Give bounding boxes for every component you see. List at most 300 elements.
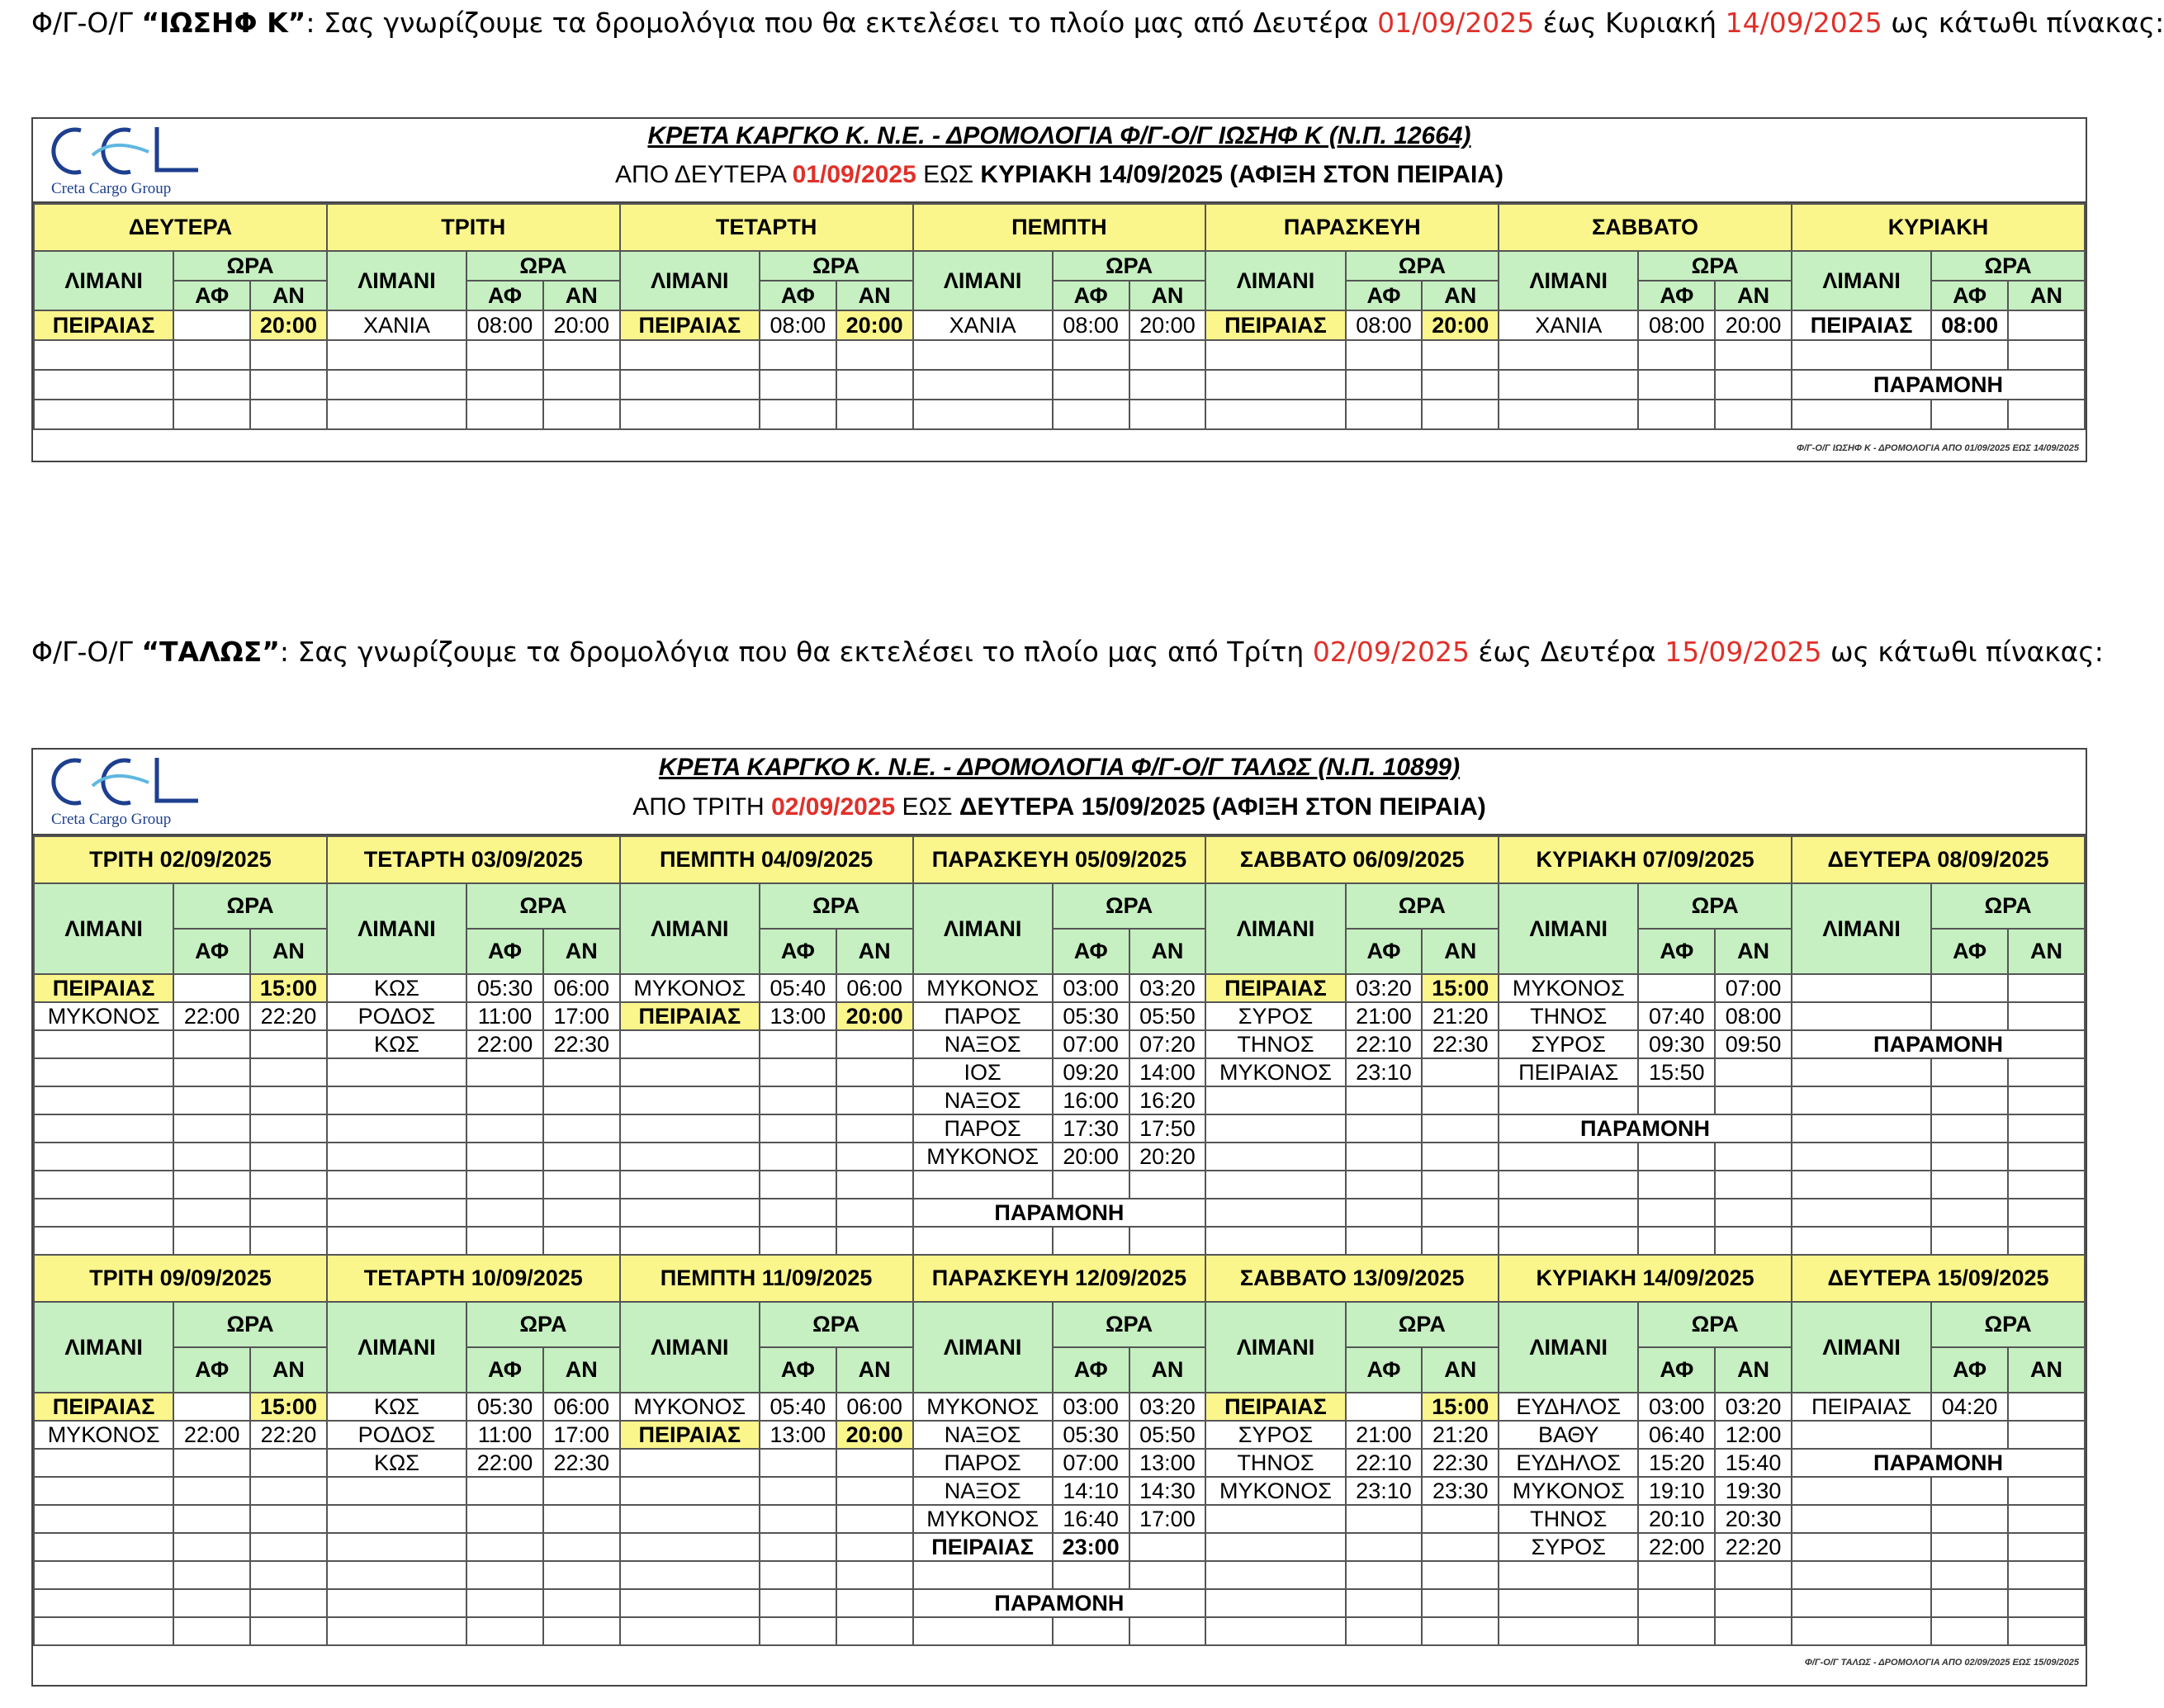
arrival-cell [1715,1143,1792,1171]
arrival-cell: 20:20 [1129,1143,1206,1171]
arrival-cell [1715,1058,1792,1086]
departure-cell: 06:40 [1638,1421,1715,1449]
port-cell [620,1058,760,1086]
port-cell [1792,1171,1931,1199]
arrival-column-header: ΑΝ [1715,1347,1792,1393]
departure-cell [173,370,250,400]
arrival-cell [543,1533,620,1561]
departure-cell [1346,1227,1423,1255]
departure-column-header: ΑΦ [466,929,543,974]
port-cell: ΠΕΙΡΑΙΑΣ [34,1393,173,1421]
departure-cell: 15:50 [1638,1058,1715,1086]
departure-cell [173,1199,250,1227]
port-cell: ΝΑΞΟΣ [913,1477,1053,1505]
departure-cell [466,1143,543,1171]
schedule-row [34,1505,2085,1533]
port-cell [620,1114,760,1143]
port-cell [1205,1589,1345,1617]
arrival-column-header: ΑΝ [836,281,913,310]
departure-cell [466,340,543,370]
schedule-row [34,1002,2085,1030]
arrival-column-header: ΑΝ [836,1347,913,1393]
arrival-column-header: ΑΝ [1422,929,1499,974]
arrival-cell: 14:30 [1129,1477,1206,1505]
port-cell [1792,1086,1931,1114]
departure-cell: 21:00 [1346,1002,1423,1030]
departure-cell [1053,1227,1129,1255]
arrival-cell: 22:20 [250,1421,327,1449]
port-cell: ΜΥΚΟΝΟΣ [1499,974,1638,1002]
time-column-header: ΩΡΑ [1638,883,1792,929]
arrival-cell [1715,1617,1792,1645]
port-column-header: ΛΙΜΑΝΙ [1792,1302,1931,1393]
arrival-cell: 07:00 [1715,974,1792,1002]
time-column-header: ΩΡΑ [1931,1302,2085,1347]
arrival-cell [836,1477,913,1505]
departure-cell [1053,400,1129,429]
port-cell: ΠΑΡΟΣ [913,1114,1053,1143]
arrival-cell [2008,310,2085,340]
departure-cell [760,1171,836,1199]
port-cell: ΠΑΡΟΣ [913,1002,1053,1030]
departure-cell: 16:00 [1053,1086,1129,1114]
port-column-header: ΛΙΜΑΝΙ [34,883,173,974]
stay-label: ΠΑΡΑΜΟΝΗ [1792,1449,2085,1477]
arrival-column-header: ΑΝ [1129,281,1206,310]
departure-cell [173,1393,250,1421]
departure-cell [1638,1143,1715,1171]
departure-cell [1931,1533,2008,1561]
arrival-cell [836,340,913,370]
arrival-cell [2008,1421,2085,1449]
departure-cell [760,1227,836,1255]
stay-label: ΠΑΡΑΜΟΝΗ [1792,1030,2085,1058]
arrival-cell [250,1199,327,1227]
port-cell [327,1533,466,1561]
schedule-row [34,1086,2085,1114]
port-cell [1792,1143,1931,1171]
departure-cell [1346,1199,1423,1227]
port-cell: ΠΕΙΡΑΙΑΣ [1205,1393,1345,1421]
departure-cell [1638,1227,1715,1255]
port-cell [327,340,466,370]
departure-cell [1931,1477,2008,1505]
departure-cell [1346,1505,1423,1533]
stay-label: ΠΑΡΑΜΟΝΗ [1792,370,2085,400]
departure-cell: 17:30 [1053,1114,1129,1143]
departure-cell [1931,1421,2008,1449]
port-cell [1499,1227,1638,1255]
departure-cell [466,1617,543,1645]
port-cell [620,1143,760,1171]
departure-cell [1638,1561,1715,1589]
port-cell [1499,1617,1638,1645]
port-column-header: ΛΙΜΑΝΙ [1792,883,1931,974]
arrival-cell [1422,1143,1499,1171]
arrival-cell: 12:00 [1715,1421,1792,1449]
arrival-cell: 19:30 [1715,1477,1792,1505]
arrival-cell [836,400,913,429]
port-cell [1205,1143,1345,1171]
departure-column-header: ΑΦ [1053,281,1129,310]
port-cell [1205,340,1345,370]
time-column-header: ΩΡΑ [1053,1302,1206,1347]
schedule-title: ΚΡΕΤΑ ΚΑΡΓΚΟ Κ. Ν.Ε. - ΔΡΟΜΟΛΟΓΙΑ Φ/Γ-Ο/Γ ΙΩΣΗΦ Κ (Ν.Π. 12664) [647,122,1471,149]
departure-cell: 23:10 [1346,1477,1423,1505]
port-cell [327,1617,466,1645]
time-column-header: ΩΡΑ [1346,1302,1499,1347]
day-header: ΤΕΤΑΡΤΗ 03/09/2025 [327,836,620,883]
departure-cell [1931,400,2008,429]
port-cell [327,1227,466,1255]
departure-cell [1053,340,1129,370]
arrival-cell: 21:20 [1422,1421,1499,1449]
arrival-cell [1422,1058,1499,1086]
port-cell: ΠΕΙΡΑΙΑΣ [34,310,173,340]
arrival-cell [836,1199,913,1227]
arrival-cell [1422,1505,1499,1533]
port-cell [34,1143,173,1171]
departure-cell: 22:00 [466,1030,543,1058]
arrival-cell [2008,1143,2085,1171]
departure-cell: 19:10 [1638,1477,1715,1505]
arrival-cell [543,1086,620,1114]
port-cell [1792,1617,1931,1645]
port-cell: ΣΥΡΟΣ [1205,1002,1345,1030]
departure-cell: 05:30 [1053,1421,1129,1449]
port-cell [1792,1002,1931,1030]
departure-cell: 07:00 [1053,1030,1129,1058]
arrival-column-header: ΑΝ [2008,1347,2085,1393]
departure-cell: 08:00 [760,310,836,340]
departure-cell: 23:10 [1346,1058,1423,1086]
arrival-cell: 05:50 [1129,1421,1206,1449]
port-cell [1792,1561,1931,1589]
departure-cell [1638,1086,1715,1114]
port-cell: ΜΥΚΟΝΟΣ [913,1393,1053,1421]
port-cell [620,1505,760,1533]
schedule-row [34,1617,2085,1645]
arrival-cell [250,370,327,400]
port-cell [1205,1199,1345,1227]
port-cell [1792,400,1931,429]
arrival-cell [250,1086,327,1114]
arrival-cell [543,1617,620,1645]
arrival-cell [2008,1393,2085,1421]
departure-column-header: ΑΦ [760,1347,836,1393]
port-cell: ΜΥΚΟΝΟΣ [1205,1477,1345,1505]
arrival-cell [2008,340,2085,370]
departure-column-header: ΑΦ [1346,929,1423,974]
port-cell [620,1449,760,1477]
arrival-cell [250,1030,327,1058]
arrival-column-header: ΑΝ [543,929,620,974]
port-cell [913,1171,1053,1199]
schedule-row [34,1589,2085,1617]
arrival-cell [1129,400,1206,429]
port-cell: ΜΥΚΟΝΟΣ [913,974,1053,1002]
departure-cell [1931,1114,2008,1143]
arrival-cell [250,1561,327,1589]
departure-cell [760,1477,836,1505]
port-cell: ΜΥΚΟΝΟΣ [620,1393,760,1421]
departure-cell [173,1477,250,1505]
departure-cell [760,1533,836,1561]
port-cell: ΣΥΡΟΣ [1499,1533,1638,1561]
arrival-cell [836,1143,913,1171]
arrival-cell [1422,1589,1499,1617]
port-cell: ΠΕΙΡΑΙΑΣ [1792,310,1931,340]
arrival-cell [2008,1114,2085,1143]
schedule-row [34,1561,2085,1589]
schedule-title: ΚΡΕΤΑ ΚΑΡΓΚΟ Κ. Ν.Ε. - ΔΡΟΜΟΛΟΓΙΑ Φ/Γ-Ο/Γ ΤΑΛΩΣ (Ν.Π. 10899) [658,754,1461,781]
arrival-cell: 15:00 [1422,1393,1499,1421]
arrival-cell: 23:30 [1422,1477,1499,1505]
port-cell [1499,1561,1638,1589]
day-header: ΤΡΙΤΗ 09/09/2025 [34,1255,327,1302]
schedule-row [34,1393,2085,1421]
port-cell: ΜΥΚΟΝΟΣ [1499,1477,1638,1505]
departure-cell: 22:00 [173,1002,250,1030]
arrival-cell [250,400,327,429]
departure-cell: 13:00 [760,1002,836,1030]
port-cell [620,370,760,400]
departure-cell [1638,370,1715,400]
arrival-column-header: ΑΝ [1129,929,1206,974]
port-cell [34,1533,173,1561]
port-cell [34,1227,173,1255]
departure-cell [760,370,836,400]
arrival-cell: 06:00 [836,1393,913,1421]
port-cell: ΚΩΣ [327,974,466,1002]
port-cell: ΜΥΚΟΝΟΣ [620,974,760,1002]
departure-cell [760,1561,836,1589]
arrival-cell: 20:00 [836,310,913,340]
day-header: ΠΑΡΑΣΚΕΥΗ [1205,204,1499,251]
departure-column-header: ΑΦ [1638,929,1715,974]
port-cell [34,1199,173,1227]
day-header-row [34,836,2085,883]
departure-column-header: ΑΦ [173,281,250,310]
departure-cell [466,1058,543,1086]
departure-cell [1931,1058,2008,1086]
arrival-cell: 15:00 [250,1393,327,1421]
departure-cell [1346,1114,1423,1143]
port-cell [34,370,173,400]
arrival-cell [2008,1086,2085,1114]
arrival-column-header: ΑΝ [1715,929,1792,974]
departure-cell: 04:20 [1931,1393,2008,1421]
arrival-cell [250,1449,327,1477]
schedule-row [34,1449,2085,1477]
arrival-cell [1715,400,1792,429]
arrival-cell [1129,1227,1206,1255]
departure-column-header: ΑΦ [1638,281,1715,310]
arrival-cell [543,1561,620,1589]
schedule-row [34,400,2085,429]
time-column-header: ΩΡΑ [1931,883,2085,929]
arrival-column-header: ΑΝ [2008,929,2085,974]
arrival-cell: 15:00 [1422,974,1499,1002]
port-cell [1205,1086,1345,1114]
port-cell [620,1533,760,1561]
port-cell [327,1171,466,1199]
port-cell [620,1086,760,1114]
port-cell [620,1617,760,1645]
schedule-row [34,1477,2085,1505]
port-column-header: ΛΙΜΑΝΙ [327,1302,466,1393]
departure-cell [466,1086,543,1114]
logo-tagline: Creta Cargo Group [51,180,172,197]
departure-cell [173,1227,250,1255]
arrival-cell: 20:00 [250,310,327,340]
port-cell: ΠΕΙΡΑΙΑΣ [1792,1393,1931,1421]
schedule-row [34,1227,2085,1255]
departure-cell: 03:20 [1346,974,1423,1002]
departure-column-header: ΑΦ [1053,1347,1129,1393]
departure-column-header: ΑΦ [466,281,543,310]
schedule-row [34,1030,2085,1058]
arrival-cell: 16:20 [1129,1086,1206,1114]
time-column-header: ΩΡΑ [1638,1302,1792,1347]
day-header: ΤΡΙΤΗ [327,204,620,251]
port-cell [327,1143,466,1171]
footer-note: Φ/Γ-Ο/Γ ΙΩΣΗΦ Κ - ΔΡΟΜΟΛΟΓΙΑ ΑΠΟ 01/09/2025 ΕΩΣ 14/09/2025 [1796,443,2079,453]
arrival-cell [1715,1589,1792,1617]
arrival-cell [1422,1227,1499,1255]
port-cell [1792,1533,1931,1561]
arrival-cell [2008,1199,2085,1227]
time-column-header: ΩΡΑ [1931,251,2085,281]
port-cell: ΜΥΚΟΝΟΣ [913,1143,1053,1171]
arrival-cell [2008,400,2085,429]
departure-cell [173,1171,250,1199]
departure-cell [1931,1589,2008,1617]
departure-cell [173,974,250,1002]
port-column-header: ΛΙΜΑΝΙ [913,1302,1053,1393]
departure-cell [1053,370,1129,400]
arrival-cell: 22:20 [1715,1533,1792,1561]
port-cell [34,1617,173,1645]
departure-cell: 23:00 [1053,1533,1129,1561]
departure-cell [760,1617,836,1645]
arrival-cell [2008,1227,2085,1255]
stay-label: ΠΑΡΑΜΟΝΗ [913,1589,1206,1617]
port-column-header: ΛΙΜΑΝΙ [1205,1302,1345,1393]
port-cell [1499,370,1638,400]
departure-column-header: ΑΦ [1638,1347,1715,1393]
arrival-cell [2008,1058,2085,1086]
port-cell [34,1449,173,1477]
port-cell [1499,1143,1638,1171]
arrival-cell: 20:00 [836,1421,913,1449]
time-column-header: ΩΡΑ [1053,251,1206,281]
port-cell: ΠΕΙΡΑΙΑΣ [620,1002,760,1030]
schedule-row [34,1171,2085,1199]
departure-cell: 22:00 [466,1449,543,1477]
arrival-cell [1129,340,1206,370]
departure-cell: 07:00 [1053,1449,1129,1477]
arrival-cell [836,1086,913,1114]
day-header: ΠΕΜΠΤΗ 04/09/2025 [620,836,913,883]
departure-cell [173,1449,250,1477]
port-cell [34,1561,173,1589]
departure-column-header: ΑΦ [1346,281,1423,310]
arrival-cell: 20:30 [1715,1505,1792,1533]
port-cell [1792,1589,1931,1617]
port-cell: ΠΕΙΡΑΙΑΣ [1205,310,1345,340]
day-header: ΔΕΥΤΕΡΑ [34,204,327,251]
schedule-row [34,1199,2085,1227]
departure-cell [466,400,543,429]
arrival-cell: 09:50 [1715,1030,1792,1058]
arrival-cell: 20:00 [543,310,620,340]
departure-cell [1346,1143,1423,1171]
port-cell [620,400,760,429]
port-cell [34,1030,173,1058]
port-cell: ΕΥΔΗΛΟΣ [1499,1393,1638,1421]
port-cell [913,340,1053,370]
departure-cell [466,1227,543,1255]
arrival-cell [1422,1199,1499,1227]
port-cell [620,340,760,370]
port-column-header: ΛΙΜΑΝΙ [913,883,1053,974]
departure-column-header: ΑΦ [1053,929,1129,974]
arrival-cell [836,1589,913,1617]
departure-cell [760,1589,836,1617]
departure-cell: 14:10 [1053,1477,1129,1505]
arrival-cell: 22:20 [250,1002,327,1030]
departure-cell: 08:00 [1346,310,1423,340]
departure-cell [173,400,250,429]
arrival-cell [1422,340,1499,370]
day-header: ΠΕΜΠΤΗ 11/09/2025 [620,1255,913,1302]
departure-cell [466,1477,543,1505]
arrival-cell [1129,1561,1206,1589]
arrival-cell [1422,1561,1499,1589]
port-cell [327,1477,466,1505]
arrival-cell: 17:00 [543,1002,620,1030]
departure-cell [173,1561,250,1589]
arrival-cell [1422,370,1499,400]
arrival-cell: 15:40 [1715,1449,1792,1477]
port-column-header: ΛΙΜΑΝΙ [327,883,466,974]
port-cell [1792,1505,1931,1533]
departure-cell [466,1505,543,1533]
day-header: ΔΕΥΤΕΡΑ 08/09/2025 [1792,836,2085,883]
port-cell [913,400,1053,429]
port-column-header: ΛΙΜΑΝΙ [34,251,173,310]
arrival-column-header: ΑΝ [1422,1347,1499,1393]
port-cell [327,1058,466,1086]
port-cell [327,1505,466,1533]
arrival-cell [2008,1477,2085,1505]
departure-cell: 09:30 [1638,1030,1715,1058]
arrival-cell [2008,1561,2085,1589]
departure-column-header: ΑΦ [1346,1347,1423,1393]
arrival-cell [250,1171,327,1199]
port-cell: ΣΥΡΟΣ [1499,1030,1638,1058]
port-cell [1205,1227,1345,1255]
port-cell [34,1114,173,1143]
arrival-cell [836,1561,913,1589]
time-column-header: ΩΡΑ [760,251,913,281]
arrival-cell: 22:30 [543,1449,620,1477]
port-cell [620,1589,760,1617]
port-cell [34,1086,173,1114]
schedule-row [34,974,2085,1002]
port-cell: ΠΑΡΟΣ [913,1449,1053,1477]
